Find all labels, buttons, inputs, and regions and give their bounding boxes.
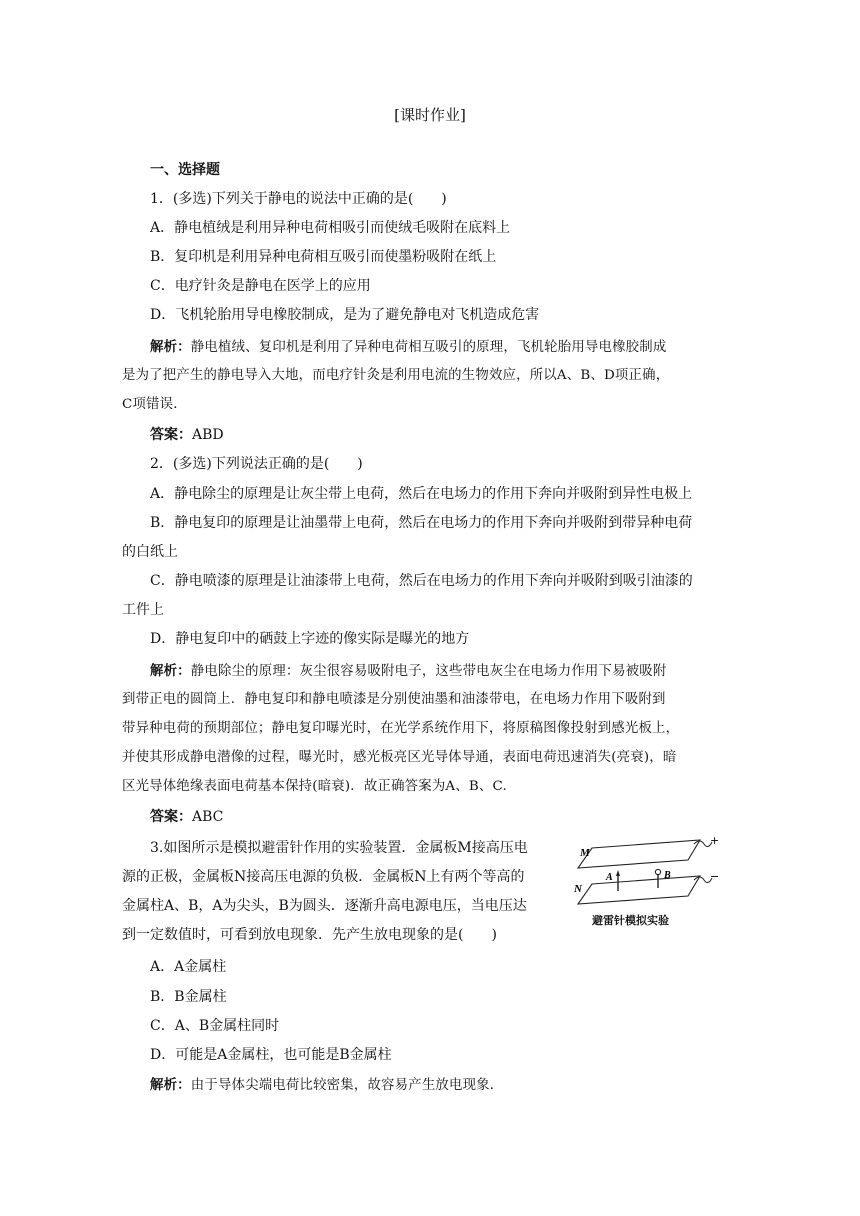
q1-option-b: B．复印机是利用异种电荷相互吸引而使墨粉吸附在纸上 — [150, 249, 497, 265]
q3-analysis: 解析：由于导体尖端电荷比较密集，故容易产生放电现象． — [150, 1077, 504, 1093]
page-title: [课时作业] — [394, 106, 466, 124]
q2-analysis-line-1: 解析：静电除尘的原理：灰尘很容易吸附电子，这些带电灰尘在电场力作用下易被吸附 — [150, 663, 667, 679]
q2-analysis-line-2: 到带正电的圆筒上．静电复印和静电喷漆是分别使油墨和油漆带电，在电场力作用下吸附到 — [122, 692, 666, 707]
q1-option-c: C．电疗针灸是静电在医学上的应用 — [150, 278, 371, 294]
label-b: B — [664, 870, 671, 881]
q2-option-b-cont: 的白纸上 — [122, 544, 178, 560]
label-m: M — [580, 847, 590, 859]
figure-caption: 避雷针模拟实验 — [592, 914, 669, 927]
q2-analysis-line-5: 区光导体绝缘表面电荷基本保持(暗衰)．故正确答案为A、B、C. — [122, 779, 507, 794]
pillar-b-head — [655, 869, 660, 874]
analysis-label: 解析： — [150, 1077, 191, 1093]
answer-label: 答案： — [150, 427, 192, 443]
q1-option-a: A．静电植绒是利用异种电荷相吸引而使绒毛吸附在底料上 — [150, 220, 511, 236]
q2-option-c: C．静电喷漆的原理是让油漆带上电荷，然后在电场力的作用下奔向并吸附到吸引油漆的 — [150, 573, 693, 589]
q2-stem: 2．(多选)下列说法正确的是( ) — [150, 456, 363, 472]
minus-sign: − — [710, 870, 720, 883]
q2-option-b: B．静电复印的原理是让油墨带上电荷，然后在电场力的作用下奔向并吸附到带异种电荷 — [150, 515, 693, 531]
apparatus-diagram — [572, 834, 722, 912]
answer-value: ABC — [192, 809, 224, 825]
plate-m-shape — [578, 840, 700, 868]
q1-option-d: D．飞机轮胎用导电橡胶制成，是为了避免静电对飞机造成危害 — [150, 307, 540, 323]
q1-analysis-line-1: 解析：静电植绒、复印机是利用了异种电荷相互吸引的原理，飞机轮胎用导电橡胶制成 — [150, 339, 667, 355]
q3-stem-line-4: 到一定数值时，可看到放电现象．先产生放电现象的是( ) — [122, 927, 497, 943]
lightning-rod-figure — [572, 834, 722, 934]
answer-label: 答案： — [150, 809, 192, 825]
q1-analysis-line-2: 是为了把产生的静电导入大地，而电疗针灸是利用电流的生物效应，所以A、B、D项正确， — [122, 368, 670, 383]
section-heading: 一、选择题 — [150, 162, 220, 178]
q2-option-d: D．静电复印中的硒鼓上字迹的像实际是曝光的地方 — [150, 631, 470, 647]
q3-option-c: C．A、B金属柱同时 — [150, 1018, 280, 1034]
pillar-a-tip — [616, 870, 620, 876]
q1-answer — [150, 425, 224, 445]
label-n: N — [574, 883, 582, 895]
q2-analysis-line-3: 带异种电荷的预期部位；静电复印曝光时，在光学系统作用下，将原稿图像投射到感光板上， — [122, 721, 680, 736]
q3-stem-line-3: 金属柱A、B，A为尖头，B为圆头．逐渐升高电源电压，当电压达 — [122, 898, 527, 914]
q3-stem-line-1: 3.如图所示是模拟避雷针作用的实验装置．金属板M接高压电 — [150, 840, 528, 856]
q2-option-a: A．静电除尘的原理是让灰尘带上电荷，然后在电场力的作用下奔向并吸附到异性电极上 — [150, 486, 693, 502]
q2-answer — [150, 807, 223, 827]
q1-analysis-line-3: C项错误． — [122, 397, 187, 412]
q3-option-a: A．A金属柱 — [150, 959, 227, 975]
q1-stem: 1．(多选)下列关于静电的说法中正确的是( ) — [150, 191, 447, 207]
label-a: A — [606, 872, 613, 883]
q3-option-b: B．B金属柱 — [150, 989, 227, 1005]
analysis-label: 解析： — [150, 339, 191, 355]
q2-analysis-line-4: 并使其形成静电潜像的过程，曝光时，感光板亮区光导体导通，表面电荷迅速消失(亮衰)，暗 — [122, 750, 677, 765]
plate-n-shape — [578, 876, 700, 904]
q3-stem-line-2: 源的正极，金属板N接高压电源的负极．金属板N上有两个等高的 — [122, 869, 525, 885]
q3-option-d: D．可能是A金属柱，也可能是B金属柱 — [150, 1047, 392, 1063]
analysis-label: 解析： — [150, 663, 191, 679]
answer-value: ABD — [192, 427, 224, 443]
plus-sign: + — [710, 834, 720, 847]
q2-option-c-cont: 工件上 — [122, 602, 164, 618]
